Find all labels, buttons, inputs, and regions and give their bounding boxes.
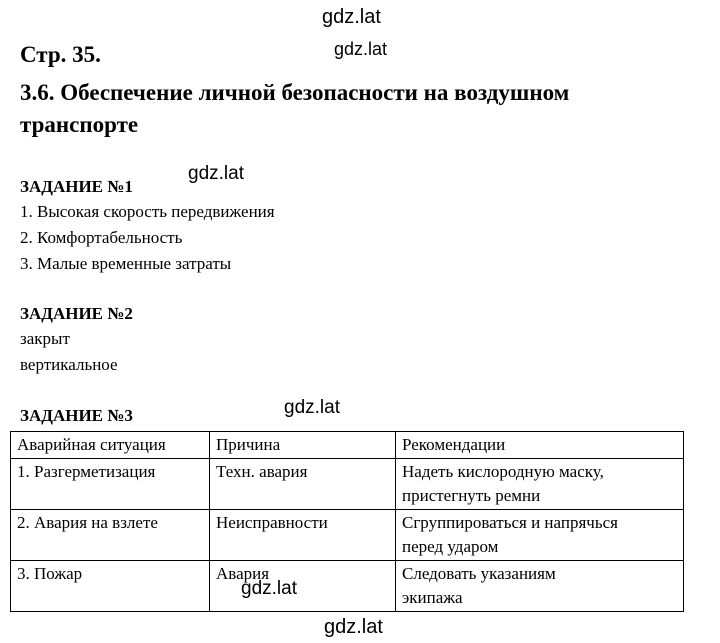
section-title-line: транспорте — [20, 112, 139, 137]
watermark: gdz.lat — [188, 163, 244, 184]
section-title-line: 3.6. Обеспечение личной безопасности на воздушном — [20, 80, 570, 105]
task3-table — [10, 431, 684, 612]
table-cell-situation: 2. Авария на взлете — [11, 510, 210, 561]
watermark: gdz.lat — [324, 616, 383, 638]
task1-answer: 1. Высокая скорость передвижения — [20, 202, 275, 221]
table-cell-recommendation — [396, 459, 684, 510]
table-row — [11, 459, 684, 510]
table-cell-cause: Авария — [210, 561, 396, 612]
page-reference: Стр. 35. — [20, 42, 101, 67]
recommendation-line: экипажа — [402, 588, 463, 607]
table-row — [11, 561, 684, 612]
watermark: gdz.lat — [241, 578, 297, 599]
table-cell-recommendation — [396, 510, 684, 561]
watermark: gdz.lat — [284, 397, 340, 418]
task2-heading: ЗАДАНИЕ №2 — [20, 304, 133, 323]
task2-answer: закрыт — [20, 329, 70, 348]
task1-answer: 3. Малые временные затраты — [20, 254, 232, 273]
task2-answer: вертикальное — [20, 355, 118, 374]
table-cell-cause: Техн. авария — [210, 459, 396, 510]
table-header-row — [11, 432, 684, 459]
table-cell-cause: Неисправности — [210, 510, 396, 561]
watermark: gdz.lat — [334, 39, 388, 59]
table-row — [11, 510, 684, 561]
recommendation-line: перед ударом — [402, 537, 499, 556]
table-cell-situation: 3. Пожар — [11, 561, 210, 612]
recommendation-line: пристегнуть ремни — [402, 486, 541, 505]
table-cell-situation: 1. Разгерметизация — [11, 459, 210, 510]
recommendation-line: Сгруппироваться и напрячься — [402, 513, 618, 532]
table-cell-recommendation — [396, 561, 684, 612]
recommendation-line: Надеть кислородную маску, — [402, 462, 604, 481]
column-header: Причина — [210, 432, 396, 459]
column-header: Аварийная ситуация — [11, 432, 210, 459]
task3-heading: ЗАДАНИЕ №3 — [20, 406, 133, 425]
column-header: Рекомендации — [396, 432, 684, 459]
task1-heading: ЗАДАНИЕ №1 — [20, 177, 133, 196]
recommendation-line: Следовать указаниям — [402, 564, 556, 583]
watermark: gdz.lat — [322, 6, 381, 28]
section-title — [20, 77, 569, 141]
task1-answer: 2. Комфортабельность — [20, 228, 183, 247]
